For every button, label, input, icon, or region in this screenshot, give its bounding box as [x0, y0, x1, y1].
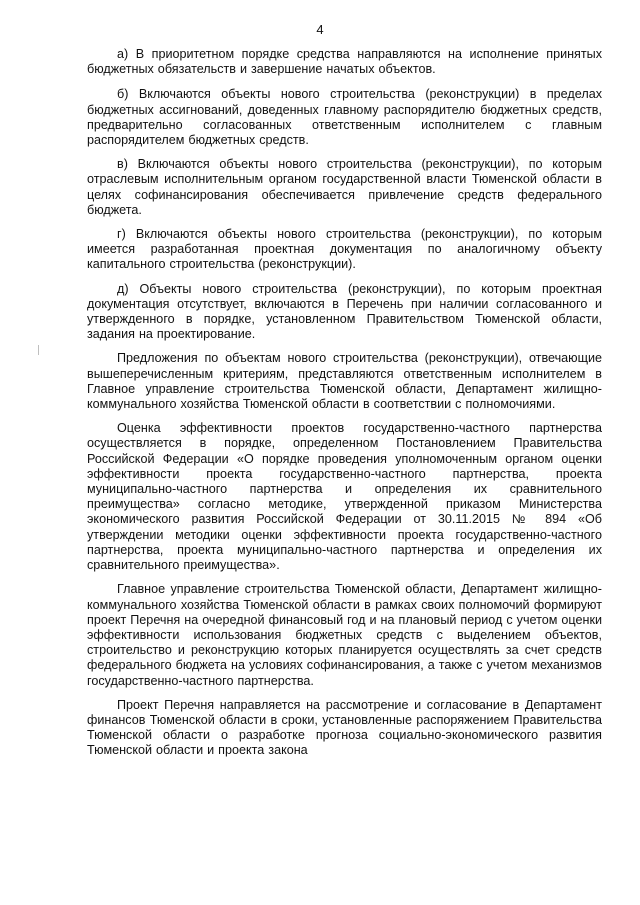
page-number: 4 [316, 22, 324, 37]
paragraph-v: в) Включаются объекты нового строительства (реконструкции), по которым отраслевым исполнительным органом государственной власти Тюменской области в целях софинансирования обеспечивается привлечение средств федерального бюджета. [87, 157, 602, 217]
paragraph-proposals: Предложения по объектам нового строительства (реконструкции), отвечающие вышеперечисленным критериям, представляются ответственным исполнителем в Главное управление строительства Тюменской области, Департамент жилищно-коммунального хозяйства Тюменской области в соответствии с полномочиями. [87, 351, 602, 412]
paragraph-b: б) Включаются объекты нового строительства (реконструкции) в пределах бюджетных ассигнований, доведенных главному распорядителю бюджетных средств, предварительно согласованных ответственным исполнителем с главным распорядителем бюджетных средств. [87, 87, 602, 148]
paragraph-ppp-evaluation: Оценка эффективности проектов государственно-частного партнерства осуществляется в порядке, определенном Постановлением Правительства Российской Федерации «О порядке проведения уполномоченным органом оценки эффективности проекта государственно-частного партнерства, проекта муниципально-частного партнерства и определения их сравнительного преимущества» согласно методике, утвержденной приказом Министерства экономического развития Российской Федерации от 30.11.2015 № 894 «Об утверждении методики оценки эффективности проекта государственно-частного партнерства, проекта муниципально-частного партнерства и определения их сравнительного преимущества». [87, 421, 602, 573]
paragraph-g: г) Включаются объекты нового строительства (реконструкции), по которым имеется разработанная проектная документация по аналогичному объекту капитального строительства (реконструкции). [87, 227, 602, 272]
document-body [87, 47, 602, 768]
paragraph-list-approval: Проект Перечня направляется на рассмотрение и согласование в Департамент финансов Тюменской области в сроки, установленные распоряжением Правительства Тюменской области о разработке прогноза социально-экономического развития Тюменской области и проекта закона [87, 697, 602, 758]
paragraph-list-formation: Главное управление строительства Тюменской области, Департамент жилищно-коммунального хозяйства Тюменской области в рамках своих полномочий формируют проект Перечня на очередной финансовый год и на плановый период с учетом оценки эффективности использования бюджетных средств с выделением объектов, строительство и реконструкцию которых планируется осуществлять за счет средств федерального бюджета на условиях софинансирования, а также с учетом механизмов государственно-частного партнерства. [87, 582, 602, 688]
paragraph-d: д) Объекты нового строительства (реконструкции), по которым проектная документация отсутствует, включаются в Перечень при наличии согласованного и утвержденного в порядке, установленном Правительством Тюменской области, задания на проектирование. [87, 281, 602, 342]
paragraph-a: а) В приоритетном порядке средства направляются на исполнение принятых бюджетных обязательств и завершение начатых объектов. [87, 47, 602, 77]
scan-margin-mark [38, 345, 39, 355]
